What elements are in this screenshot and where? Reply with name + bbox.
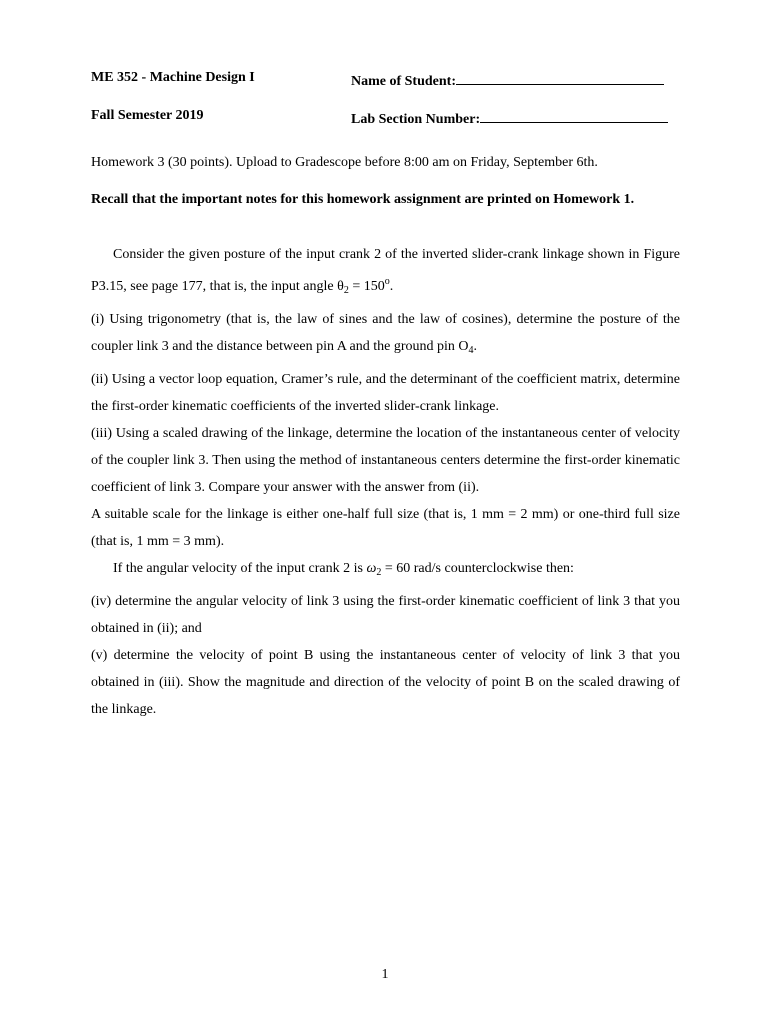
intro-text: Consider the given posture of the input crank 2 of the inverted slider-crank linkage shown in Figure P3.15, see page 177, that is, the input angle: [91, 247, 680, 294]
item-i-text: (i) Using trigonometry (that is, the law of sines and the law of cosines), determine the posture of the coupler link 3 and the distance between pin A and the ground pin: [91, 312, 680, 354]
angular-velocity-line: [113, 561, 574, 578]
omega-direction: counterclockwise then:: [444, 561, 574, 576]
course-title: ME 352 - Machine Design I: [91, 70, 255, 85]
scale-note: A suitable scale for the linkage is either one-half full size (that is, 1 mm = 2 mm) or one-third full size (that is, 1 mm = 3 mm).: [91, 507, 680, 549]
student-name-field: [351, 70, 664, 90]
recall-note: Recall that the important notes for this homework assignment are printed on Homework 1.: [91, 192, 635, 207]
theta-value: = 150: [352, 279, 385, 294]
lab-section-blank: [480, 108, 668, 123]
item-i-end: .: [473, 339, 478, 354]
degree-mark: o: [384, 276, 390, 287]
theta-subscript: 2: [343, 285, 349, 296]
ground-pin-subscript: 4: [468, 345, 474, 356]
page-number: 1: [381, 967, 389, 982]
item-v: (v) determine the velocity of point B using the instantaneous center of velocity of link 3 that you obtained in (iii). Show the magnitude and direction of the velocity of point B on the scaled drawing of the linkage.: [91, 648, 680, 717]
item-i: [91, 306, 680, 364]
semester-label: Fall Semester 2019: [91, 108, 204, 123]
omega-value: = 60 rad/s: [384, 561, 441, 576]
student-name-blank: [456, 70, 664, 85]
lab-section-field: [351, 108, 668, 128]
item-ii: (ii) Using a vector loop equation, Cramer’s rule, and the determinant of the coefficient matrix, determine the first-order kinematic coefficients of the inverted slider-crank linkage.: [91, 372, 680, 414]
intro-paragraph: [91, 241, 680, 304]
ground-pin-symbol: O: [458, 339, 469, 354]
omega-intro: If the angular velocity of the input crank 2 is: [113, 561, 363, 576]
lab-section-label: Lab Section Number:: [351, 112, 481, 127]
omega-symbol: ω: [366, 561, 377, 576]
theta-symbol: θ: [337, 279, 344, 294]
item-iii: (iii) Using a scaled drawing of the linkage, determine the location of the instantaneous center of velocity of the coupler link 3. Then using the method of instantaneous centers determine the first-order kinematic coefficient of link 3. Compare your answer with the answer from (ii).: [91, 426, 680, 495]
intro-end: .: [389, 279, 394, 294]
assignment-line: Homework 3 (30 points). Upload to Gradescope before 8:00 am on Friday, September 6th.: [91, 155, 598, 170]
item-iv: (iv) determine the angular velocity of link 3 using the first-order kinematic coefficient of link 3 that you obtained in (ii); and: [91, 594, 680, 636]
student-name-label: Name of Student:: [351, 74, 456, 89]
omega-subscript: 2: [376, 567, 382, 578]
